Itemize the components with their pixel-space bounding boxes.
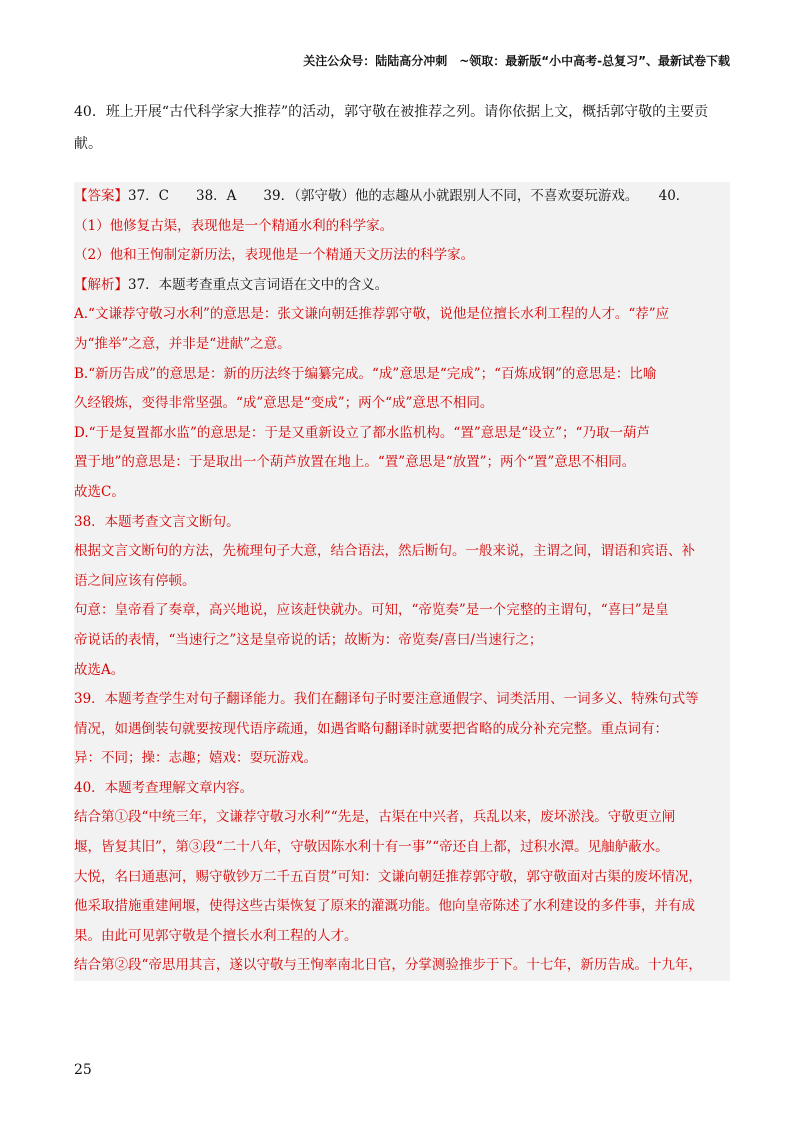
answer-line: 39．本题考查学生对句子翻译能力。我们在翻译句子时要注意通假字、词类活用、一词多义、特殊句式等 (74, 691, 699, 708)
question-40 (74, 96, 730, 160)
answer-line: 【解析】37．本题考查重点文言词语在文中的含义。 (74, 276, 389, 293)
answer-line: 置于地”的意思是：于是取出一个葫芦放置在地上。“置”意思是“放置”；两个“置”意思不相同。 (74, 454, 636, 471)
answer-line: 故选A。 (74, 661, 125, 678)
question-line: 40．班上开展“古代科学家大推荐”的活动，郭守敬在被推荐之列。请你依据上文，概括郭守敬的主要贡 (74, 104, 709, 120)
answer-line: D.“于是复置都水监”的意思是：于是又重新设立了都水监机构。“置”意思是“设立”；“乃取一葫芦 (74, 424, 650, 441)
answer-line: B.“新历告成”的意思是：新的历法终于编纂完成。“成”意思是“完成”；“百炼成钢”的意思是：比喻 (74, 365, 657, 382)
answer-line: 根据文言文断句的方法，先梳理句子大意，结合语法，然后断句。一般来说，主谓之间，谓语和宾语、补 (74, 543, 695, 560)
answer-line: 大悦，名曰通惠河，赐守敬钞万二千五百贯”可知：文谦向朝廷推荐郭守敬，郭守敬面对古渠的废坏情况， (74, 868, 702, 885)
answer-line: （1）他修复古渠，表现他是一个精通水利的科学家。 (74, 217, 394, 234)
answer-line: 情况，如遇倒装句就要按现代语序疏通，如遇省略句翻译时就要把省略的成分补充完整。重点词有： (74, 720, 668, 737)
answer-line: 语之间应该有停顿。 (74, 572, 196, 589)
answer-line: 句意：皇帝看了奏章，高兴地说，应该赶快就办。可知，“帝览奏”是一个完整的主谓句，“喜曰”是皇 (74, 602, 669, 619)
answer-line: 40．本题考查理解文章内容。 (74, 779, 254, 796)
answer-line: A.“文谦荐守敬习水利”的意思是：张文谦向朝廷推荐郭守敬，说他是位擅长水利工程的人才。“荐”应 (74, 306, 670, 323)
answer-line: 【答案】37．C 38．A 39．（郭守敬）他的志趣从小就跟别人不同，不喜欢耍玩游戏。 40． (74, 188, 690, 204)
answer-line: 结合第①段“中统三年，文谦荐守敬习水利”“先是，古渠在中兴者，兵乱以来，废坏淤浅。守敬更立闸 (74, 809, 676, 826)
answer-line: 帝说话的表情，“当速行之”这是皇帝说的话；故断为：帝览奏/喜曰/当速行之； (74, 631, 543, 648)
answer-block (74, 182, 730, 981)
question-line: 献。 (74, 136, 102, 152)
answer-line: 久经锻炼，变得非常坚强。“成”意思是“变成”；两个“成”意思不相同。 (74, 395, 494, 412)
answer-line: 果。由此可见郭守敬是个擅长水利工程的人才。 (74, 927, 358, 944)
answer-line: 异：不同；操：志趣；嬉戏：耍玩游戏。 (74, 750, 317, 767)
answer-line: （2）他和王恂制定新历法，表现他是一个精通天文历法的科学家。 (74, 247, 475, 264)
page-number: 25 (74, 1062, 92, 1078)
page-header: 关注公众号：陆陆高分冲刺 ~领取：最新版“小中高考-总复习”、最新试卷下载 (303, 54, 730, 68)
answer-line: 故选C。 (74, 483, 125, 500)
answer-line: 结合第②段“帝思用其言，遂以守敬与王恂率南北日官，分掌测验推步于下。十七年，新历告成。十九年， (74, 957, 702, 974)
answer-line: 堰，皆复其旧”，第③段“二十八年，守敬因陈水利十有一事”“帝还自上都，过积水潭。见舳舻蔽水。 (74, 839, 669, 856)
answer-line: 他采取措施重建闸堰，使得这些古渠恢复了原来的灌溉功能。他向皇帝陈述了水利建设的多件事，并有成 (74, 898, 695, 915)
answer-line: 为“推举”之意，并非是“进献”之意。 (74, 335, 291, 352)
answer-line: 38．本题考查文言文断句。 (74, 513, 240, 530)
